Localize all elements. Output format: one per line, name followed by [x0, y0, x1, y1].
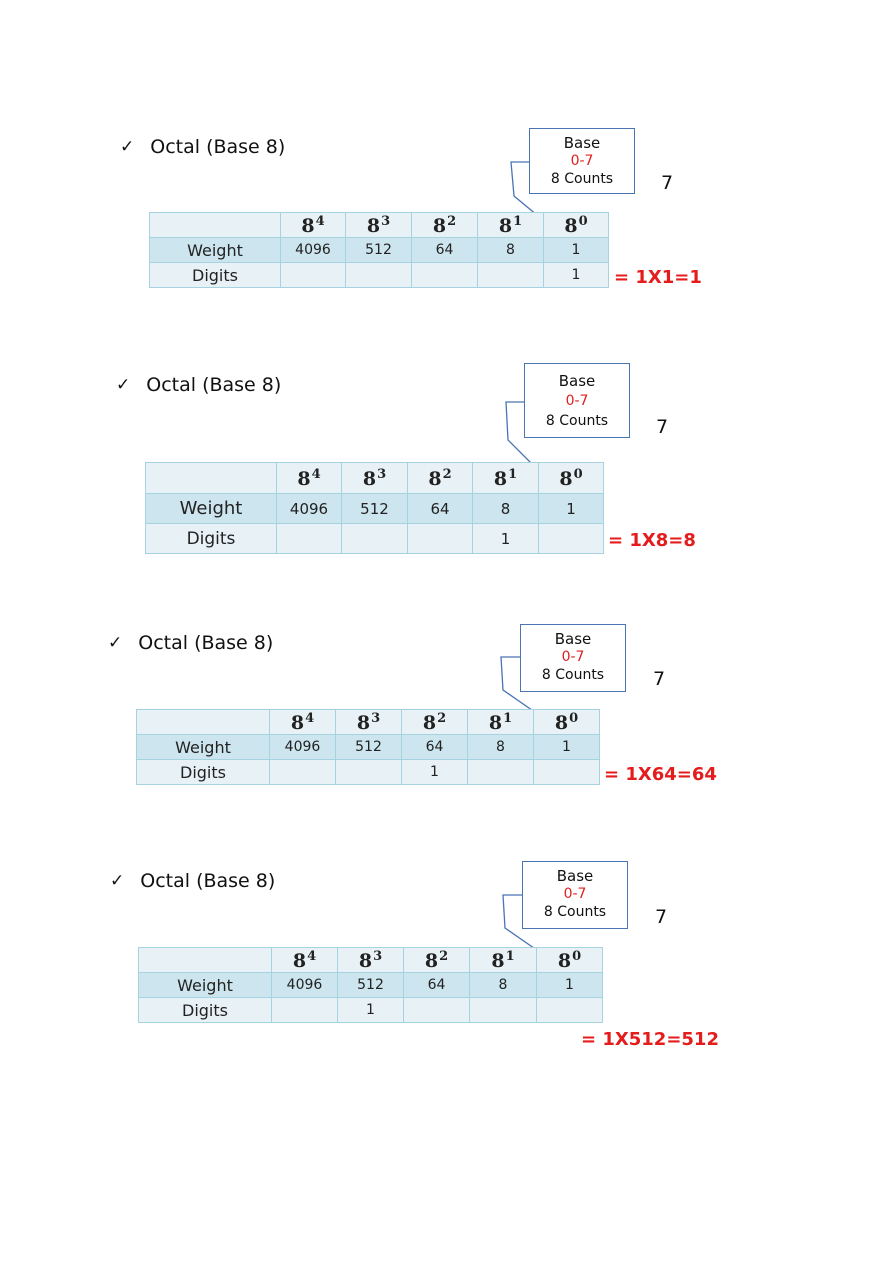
weight-cell: 4096	[277, 494, 342, 524]
weight-cell: 1	[534, 735, 600, 760]
power-cell: $8^1$	[468, 710, 534, 735]
section-title-text: Octal (Base 8)	[146, 374, 282, 396]
weight-label: Weight	[150, 238, 281, 263]
weight-cell: 64	[402, 735, 468, 760]
section-title-text: Octal (Base 8)	[138, 632, 274, 654]
digits-label: Digits	[139, 998, 272, 1023]
power-cell: $8^3$	[342, 463, 408, 494]
weight-cell: 4096	[272, 973, 338, 998]
digit-cell: 1	[544, 263, 609, 288]
weight-cell: 64	[408, 494, 473, 524]
max-digit: 7	[653, 668, 666, 690]
power-cell: $8^3$	[346, 213, 412, 238]
weight-cell: 512	[346, 238, 412, 263]
weight-cell: 4096	[281, 238, 346, 263]
power-cell: $8^1$	[473, 463, 539, 494]
digit-cell: 1	[402, 760, 468, 785]
result-equation: = 1X1=1	[614, 267, 702, 288]
digit-cell: 1	[473, 524, 539, 554]
section-title-text: Octal (Base 8)	[150, 136, 286, 158]
power-cell: $8^0$	[544, 213, 609, 238]
power-cell: $8^2$	[412, 213, 478, 238]
base-label: Base	[554, 630, 592, 648]
weight-label: Weight	[137, 735, 270, 760]
table-row	[139, 998, 603, 1023]
weight-cell: 8	[478, 238, 544, 263]
base-range: 0-7	[565, 393, 589, 409]
checkmark-icon: ✓	[116, 375, 131, 395]
digit-cell	[404, 998, 470, 1023]
weight-cell: 1	[539, 494, 604, 524]
weight-cell: 8	[473, 494, 539, 524]
result-equation: = 1X8=8	[608, 530, 696, 551]
weight-cell: 1	[537, 973, 603, 998]
table-row	[139, 973, 603, 998]
digit-cell	[470, 998, 537, 1023]
digit-cell: 1	[338, 998, 404, 1023]
weight-cell: 64	[412, 238, 478, 263]
power-cell: $8^2$	[404, 948, 470, 973]
max-digit: 7	[655, 906, 668, 928]
result-equation: = 1X64=64	[604, 764, 717, 785]
checkmark-icon: ✓	[110, 871, 125, 891]
power-cell: $8^2$	[402, 710, 468, 735]
checkmark-icon: ✓	[108, 633, 123, 653]
weight-cell: 8	[468, 735, 534, 760]
weight-cell: 512	[338, 973, 404, 998]
base-range: 0-7	[563, 886, 587, 902]
weight-cell: 4096	[270, 735, 336, 760]
max-digit: 7	[661, 172, 674, 194]
base-label: Base	[563, 134, 601, 152]
section-title-text: Octal (Base 8)	[140, 870, 276, 892]
power-cell: $8^4$	[272, 948, 338, 973]
weight-cell: 512	[342, 494, 408, 524]
weight-cell: 64	[404, 973, 470, 998]
base-label: Base	[556, 867, 594, 885]
weight-cell: 1	[544, 238, 609, 263]
weight-cell: 512	[336, 735, 402, 760]
corner-cell	[139, 948, 272, 973]
digits-label: Digits	[146, 524, 277, 554]
base-counts: 8 Counts	[545, 413, 609, 429]
power-cell: $8^1$	[470, 948, 537, 973]
power-cell: $8^0$	[539, 463, 604, 494]
base-counts: 8 Counts	[543, 904, 607, 920]
power-cell: $8^1$	[478, 213, 544, 238]
power-cell: $8^3$	[338, 948, 404, 973]
checkmark-icon: ✓	[120, 137, 135, 157]
place-value-table	[138, 947, 603, 1023]
weight-label: Weight	[146, 494, 277, 524]
power-cell: $8^0$	[534, 710, 600, 735]
base-counts: 8 Counts	[550, 171, 614, 187]
base-range: 0-7	[561, 649, 585, 665]
power-cell: $8^4$	[277, 463, 342, 494]
table-row	[139, 948, 603, 973]
power-cell: $8^4$	[270, 710, 336, 735]
power-cell: $8^3$	[336, 710, 402, 735]
digit-cell	[537, 998, 603, 1023]
weight-label: Weight	[139, 973, 272, 998]
digit-cell	[272, 998, 338, 1023]
power-cell: $8^0$	[537, 948, 603, 973]
base-range: 0-7	[570, 153, 594, 169]
max-digit: 7	[656, 416, 669, 438]
digits-label: Digits	[150, 263, 281, 288]
power-cell: $8^2$	[408, 463, 473, 494]
base-counts: 8 Counts	[541, 667, 605, 683]
weight-cell: 8	[470, 973, 537, 998]
power-cell: $8^4$	[281, 213, 346, 238]
digits-label: Digits	[137, 760, 270, 785]
result-equation: = 1X512=512	[581, 1029, 719, 1050]
base-label: Base	[558, 372, 596, 390]
